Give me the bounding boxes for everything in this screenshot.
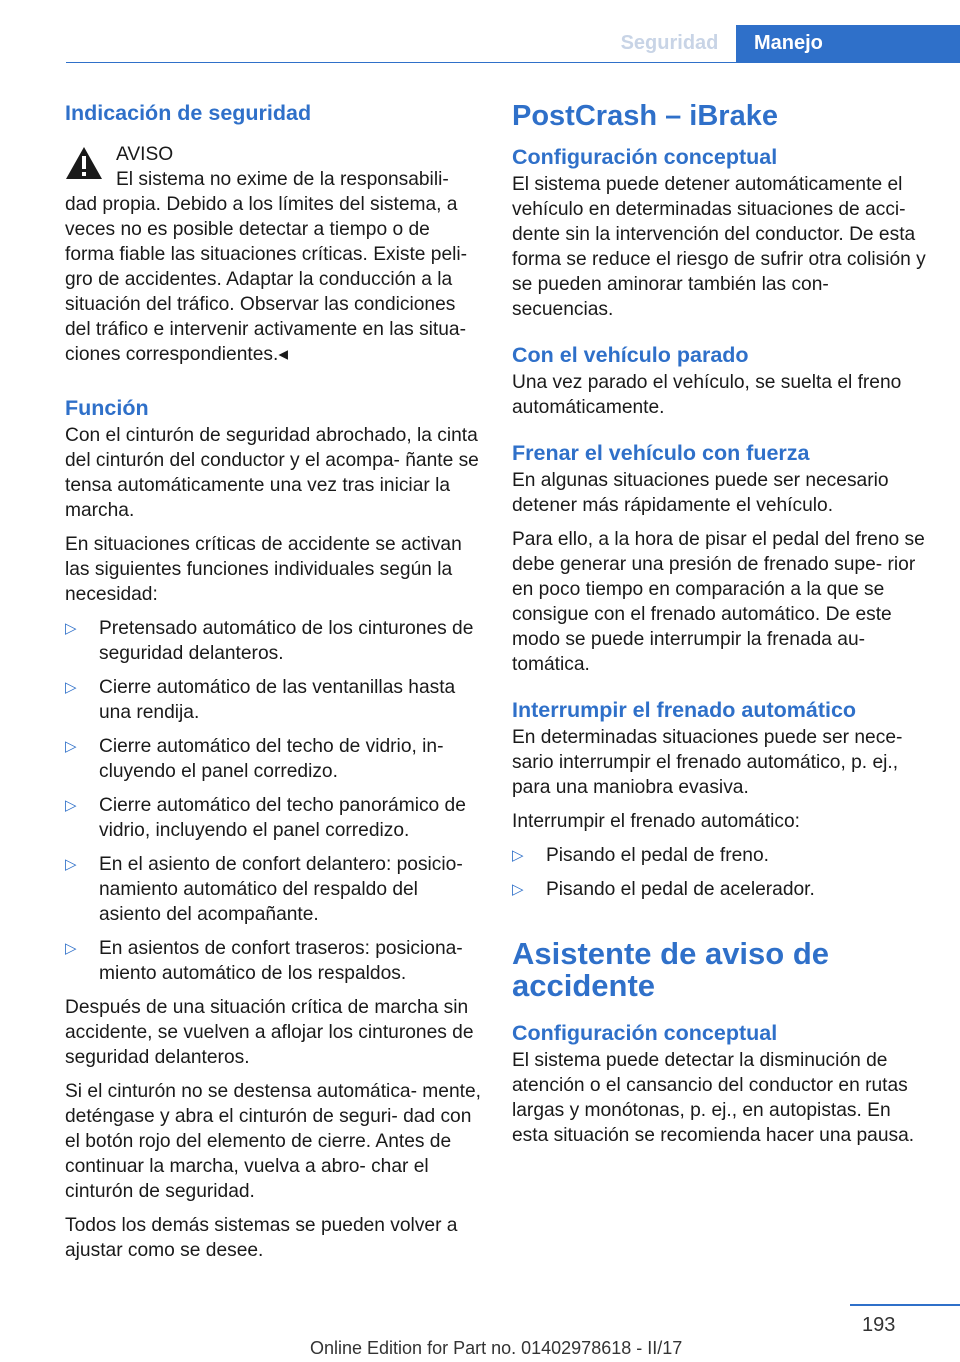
list-item-text: Pretensado automático de los cinturones de seguridad delanteros. <box>99 618 474 664</box>
triangle-bullet-icon: ▷ <box>512 847 524 864</box>
heading-safety: Indicación de seguridad <box>65 101 312 125</box>
list-item <box>512 843 927 868</box>
list-item <box>65 936 482 986</box>
triangle-bullet-icon: ▷ <box>65 940 77 957</box>
warning-first-line: El sistema no exime de la responsabili- <box>116 169 449 190</box>
list-item-text: Cierre automático del techo de vidrio, in- cluyendo el panel corredizo. <box>99 736 444 782</box>
list-item <box>65 616 482 666</box>
paragraph: Después de una situación crítica de marcha sin accidente, se vuelven a aflojar los cinturones de seguridad delanteros. <box>65 997 474 1068</box>
list-item <box>65 852 482 927</box>
paragraph: Todos los demás sistemas se pueden volver a ajustar como se desee. <box>65 1215 458 1261</box>
heading-stopped: Con el vehículo parado <box>512 343 749 367</box>
warning-block <box>65 142 482 367</box>
heading-postcrash: PostCrash – iBrake <box>512 100 778 132</box>
paragraph: Interrumpir el frenado automático: <box>512 811 800 832</box>
list-item-text: En el asiento de confort delantero: posicio- namiento automático del respaldo del asiento del acompañante. <box>99 854 463 925</box>
list-item <box>512 877 927 902</box>
section-tab: Seguridad <box>620 32 719 54</box>
function-list <box>65 616 482 986</box>
paragraph: Una vez parado el vehículo, se suelta el freno automáticamente. <box>512 372 902 418</box>
warning-text: dad propia. Debido a los límites del sistema, a veces no es posible detectar a tiempo o de forma fiable las situaciones críticas. Existe peli- gro de accidentes. Adaptar la conducción a la situación del tráfico. Observar las condiciones del tráfico e intervenir activamente en las situa- ciones correspondientes.◂ <box>65 194 468 365</box>
interrupt-list <box>512 843 927 902</box>
heading-assistant: Asistente de aviso de accidente <box>512 936 830 1003</box>
heading-concept: Configuración conceptual <box>512 1021 778 1045</box>
warning-label: AVISO <box>116 144 174 165</box>
heading-function: Función <box>65 396 149 420</box>
list-item <box>65 675 482 725</box>
chapter-tab: Manejo <box>736 25 960 62</box>
list-item <box>65 734 482 784</box>
paragraph: En algunas situaciones puede ser necesario detener más rápidamente el vehículo. <box>512 470 889 516</box>
list-item-text: Cierre automático de las ventanillas hasta una rendija. <box>99 677 456 723</box>
paragraph: Si el cinturón no se destensa automática- mente, deténgase y abra el cinturón de seguri- dad con el botón rojo del elemento de cierre. Antes de continuar la marcha, vuelva a abro- char el cinturón de seguridad. <box>65 1081 481 1202</box>
paragraph: En determinadas situaciones puede ser nece- sario interrumpir el frenado automático, p. ej., para una maniobra evasiva. <box>512 727 903 798</box>
heading-concept: Configuración conceptual <box>512 145 778 169</box>
paragraph: El sistema puede detener automáticamente el vehículo en determinadas situaciones de acci- dente sin la intervención del conductor. De esta forma se reduce el riesgo de sufrir otra colisión y se pueden aminorar también las con- secuencias. <box>512 174 926 320</box>
triangle-bullet-icon: ▷ <box>512 881 524 898</box>
left-column <box>65 98 482 1263</box>
triangle-bullet-icon: ▷ <box>65 679 77 696</box>
heading-brake: Frenar el vehículo con fuerza <box>512 441 810 465</box>
list-item-text: Pisando el pedal de freno. <box>546 845 769 866</box>
footer-rule <box>850 1304 960 1306</box>
triangle-bullet-icon: ▷ <box>65 856 77 873</box>
page-header <box>0 25 960 62</box>
warning-triangle-icon <box>65 146 103 180</box>
paragraph: En situaciones críticas de accidente se activan las siguientes funciones individuales según la necesidad: <box>65 534 462 605</box>
list-item <box>65 793 482 843</box>
edition-note: Online Edition for Part no. 01402978618 - II/17 <box>310 1338 683 1358</box>
triangle-bullet-icon: ▷ <box>65 620 77 637</box>
heading-interrupt: Interrumpir el frenado automático <box>512 698 857 722</box>
triangle-bullet-icon: ▷ <box>65 797 77 814</box>
triangle-bullet-icon: ▷ <box>65 738 77 755</box>
paragraph: Para ello, a la hora de pisar el pedal del freno se debe generar una presión de frenado supe- rior en poco tiempo en comparación a la que se consigue con el frenado automático. De este modo se puede interrumpir la frenada au- tomática. <box>512 529 925 675</box>
page-number: 193 <box>862 1314 896 1336</box>
paragraph: El sistema puede detectar la disminución de atención o el cansancio del conductor en rutas largas y monótonas, p. ej., en autopistas. En esta situación se recomienda hacer una pausa. <box>512 1050 915 1146</box>
list-item-text: En asientos de confort traseros: posiciona- miento automático de los respaldos. <box>99 938 463 984</box>
paragraph: Con el cinturón de seguridad abrochado, la cinta del cinturón del conductor y el acompa- ñante se tensa automáticamente una vez tras iniciar la marcha. <box>65 425 479 521</box>
right-column <box>512 98 927 1148</box>
list-item-text: Pisando el pedal de acelerador. <box>546 879 815 900</box>
header-rule <box>66 62 960 63</box>
list-item-text: Cierre automático del techo panorámico de vidrio, incluyendo el panel corredizo. <box>99 795 466 841</box>
